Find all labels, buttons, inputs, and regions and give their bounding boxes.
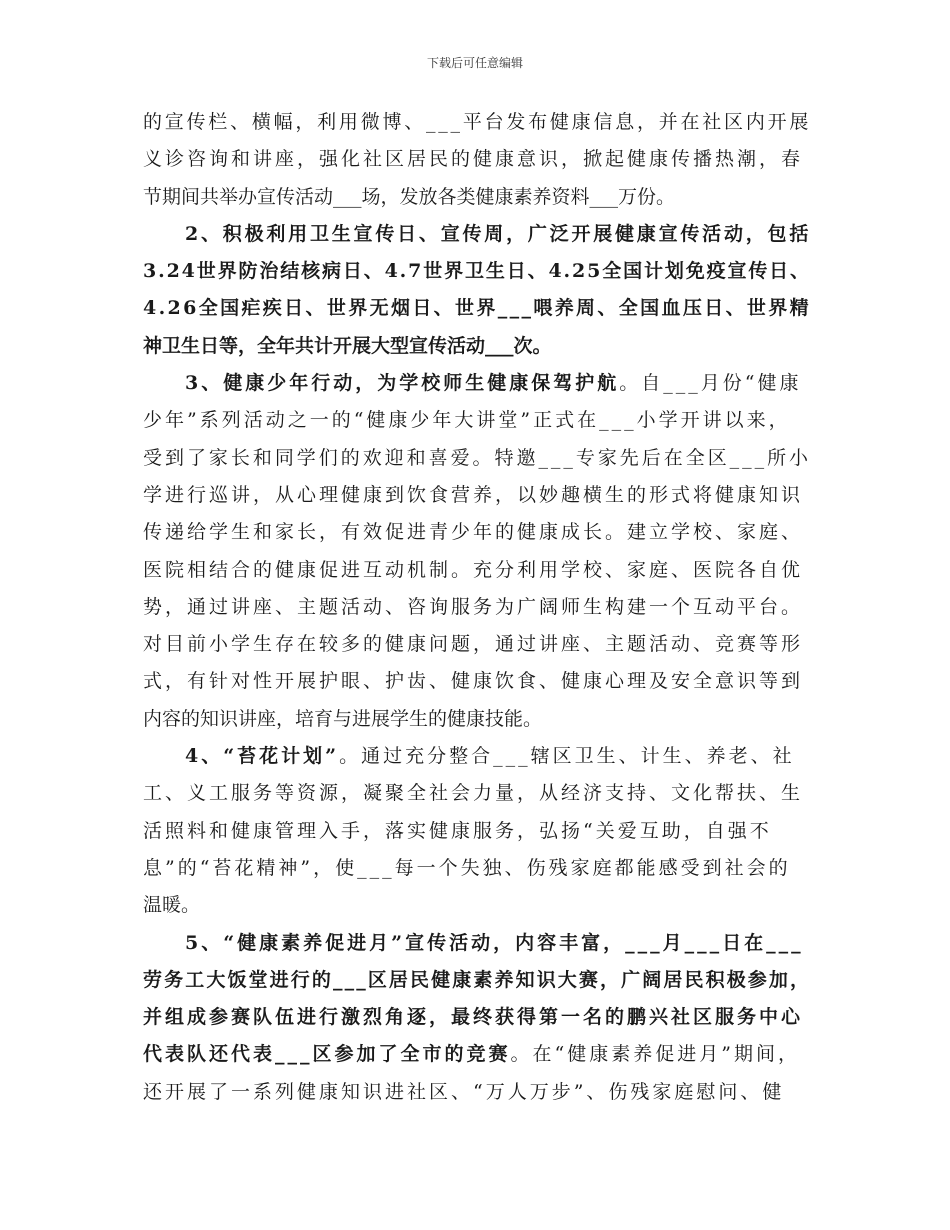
bold-text-segment: 3.24世界防治结核病日、4.7世界卫生日、4.25全国计划免疫宣传日、 — [143, 260, 811, 283]
text-line — [143, 104, 811, 141]
text-line — [143, 141, 811, 178]
text-line — [143, 365, 811, 402]
text-line — [143, 775, 811, 812]
bold-text-segment: 3、健康少年行动，为学校师生健康保驾护航 — [185, 372, 620, 395]
bold-text-segment: 神卫生日等，全年共计开展大型宣传活动___次。 — [143, 334, 552, 357]
text-line — [143, 813, 811, 850]
text-segment: 义诊咨询和讲座，强化社区居民的健康意识，掀起健康传播热潮，春 — [143, 148, 804, 171]
document-body — [143, 104, 811, 1111]
text-line — [143, 999, 811, 1036]
text-line — [143, 663, 811, 700]
text-segment: 势，通过讲座、主题活动、咨询服务为广阔师生构建一个互动平台。 — [143, 595, 804, 618]
text-line — [143, 290, 811, 327]
page-header: 下载后可任意编辑 — [426, 56, 523, 70]
text-line — [143, 701, 811, 738]
text-segment: 式，有针对性开展护眼、护齿、健康饮食、健康心理及安全意识等到 — [143, 670, 804, 693]
text-segment: 学进行巡讲，从心理健康到饮食营养，以妙趣横生的形式将健康知识 — [143, 483, 804, 506]
text-line — [143, 216, 811, 253]
text-line — [143, 626, 811, 663]
text-segment: 节期间共举办宣传活动___场，发放各类健康素养资料___万份。 — [143, 185, 676, 208]
text-segment: 传递给学生和家长，有效促进青少年的健康成长。建立学校、家庭、 — [143, 521, 804, 544]
text-line — [143, 179, 811, 216]
bold-text-segment: 2、积极利用卫生宣传日、宣传周，广泛开展健康宣传活动，包括 — [185, 222, 812, 245]
text-line — [143, 850, 811, 887]
bold-text-segment: 4.26全国疟疾日、世界无烟日、世界___喂养周、全国血压日、世界精 — [143, 297, 812, 320]
text-line — [143, 589, 811, 626]
text-segment: 工、义工服务等资源，凝聚全社会力量，从经济支持、文化帮扶、生 — [143, 782, 804, 805]
text-segment: 的宣传栏、横幅，利用微博、___平台发布健康信息，并在社区内开展 — [143, 111, 812, 133]
bold-text-segment: 代表队还代表___区参加了全市的竞赛 — [143, 1043, 511, 1066]
text-segment: 温暖。 — [143, 894, 201, 917]
text-line — [143, 962, 811, 999]
text-line — [143, 552, 811, 589]
bold-text-segment: 4、“苔花计划” — [185, 745, 340, 768]
text-line — [143, 477, 811, 514]
text-line — [143, 925, 811, 962]
text-line — [143, 1036, 811, 1073]
text-segment: 医院相结合的健康促进互动机制。充分利用学校、家庭、医院各自优 — [143, 558, 804, 581]
text-line — [143, 738, 811, 775]
text-line — [143, 328, 811, 365]
text-line — [143, 402, 811, 439]
bold-text-segment: 劳务工大饭堂进行的___区居民健康素养知识大赛，广阔居民积极参加， — [143, 968, 812, 991]
text-segment: 内容的知识讲座，培育与进展学生的健康技能。 — [143, 707, 543, 730]
text-segment: 少年”系列活动之一的“健康少年大讲堂”正式在___小学开讲以来， — [143, 409, 791, 432]
text-segment: 对目前小学生存在较多的健康问题，通过讲座、主题活动、竞赛等形 — [143, 633, 804, 656]
text-segment: 受到了家长和同学们的欢迎和喜爱。特邀___专家先后在全区___所小 — [143, 446, 812, 469]
text-line — [143, 1074, 811, 1111]
text-line — [143, 253, 811, 290]
text-segment: 还开展了一系列健康知识进社区、“万人万步”、伤残家庭慰问、健 — [143, 1080, 785, 1103]
text-line — [143, 514, 811, 551]
text-segment: 息”的“苔花精神”，使___每一个失独、伤残家庭都能感受到社会的 — [143, 856, 791, 879]
bold-text-segment: 并组成参赛队伍进行激烈角逐，最终获得第一名的鹏兴社区服务中心 — [143, 1006, 804, 1029]
text-segment: 。在“健康素养促进月”期间， — [510, 1043, 800, 1066]
text-line — [143, 440, 811, 477]
bold-text-segment: 5、“健康素养促进月”宣传活动，内容丰富，___月___日在___ — [185, 931, 804, 954]
text-segment: 。通过充分整合___辖区卫生、计生、养老、社 — [339, 745, 795, 768]
text-line — [143, 887, 811, 924]
text-segment: 活照料和健康管理入手，落实健康服务，弘扬“关爱互助，自强不 — [143, 819, 772, 842]
text-segment: 。自___月份“健康 — [619, 372, 802, 395]
